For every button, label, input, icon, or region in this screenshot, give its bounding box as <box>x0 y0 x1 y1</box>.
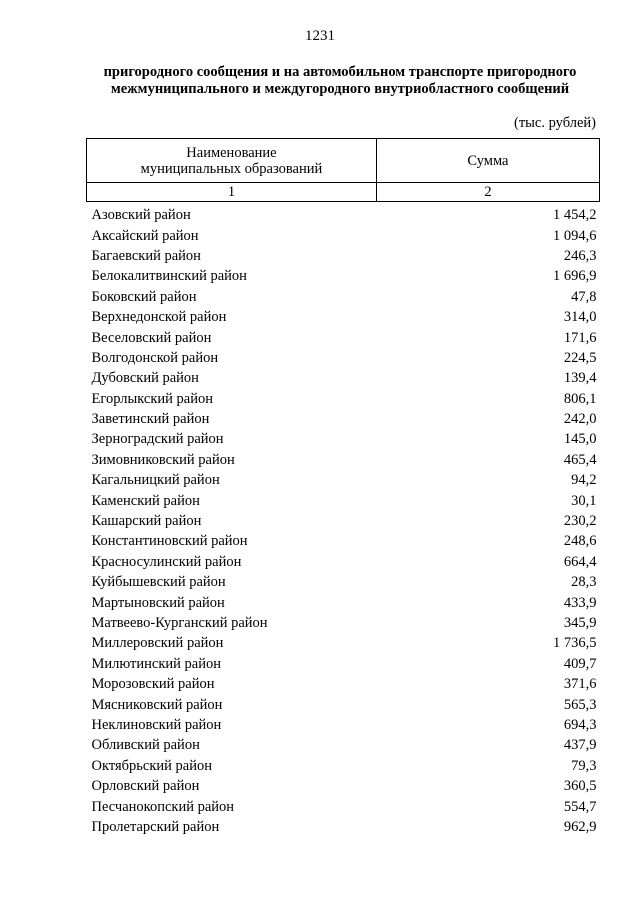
table-row <box>87 450 600 470</box>
amount-value: 47,8 <box>571 288 597 305</box>
amount-value: 554,7 <box>563 798 597 815</box>
table-row <box>87 348 600 368</box>
amount-value: 30,1 <box>571 492 597 509</box>
amount-value: 314,0 <box>563 309 597 326</box>
amount-value: 694,3 <box>563 716 597 733</box>
amount-value: 246,3 <box>563 247 597 264</box>
amount-value: 433,9 <box>563 594 597 611</box>
table-row <box>87 225 600 245</box>
column-header-name <box>87 139 377 183</box>
municipality-name: Боковский район <box>91 288 197 305</box>
table-row <box>87 307 600 327</box>
municipality-name: Морозовский район <box>91 676 215 693</box>
municipality-name: Обливский район <box>91 737 200 754</box>
amount-value: 806,1 <box>563 390 597 407</box>
table-row <box>87 572 600 592</box>
municipality-name: Багаевский район <box>91 247 201 264</box>
municipality-name: Куйбышевский район <box>91 574 226 591</box>
table-row <box>87 654 600 674</box>
municipality-name: Константиновский район <box>91 533 248 550</box>
table-row <box>87 633 600 653</box>
municipality-name: Белокалитвинский район <box>91 268 247 285</box>
amount-value: 465,4 <box>563 451 597 468</box>
table-row <box>87 409 600 429</box>
table-row <box>87 817 600 837</box>
amount-value: 409,7 <box>563 655 597 672</box>
units-label: (тыс. рублей) <box>514 115 596 131</box>
amount-value: 242,0 <box>563 411 597 428</box>
table-row <box>87 389 600 409</box>
amount-value: 224,5 <box>563 349 597 366</box>
table-row <box>87 796 600 816</box>
amount-value: 171,6 <box>563 329 597 346</box>
column-number-2: 2 <box>376 183 599 202</box>
municipality-name: Мартыновский район <box>91 594 225 611</box>
municipality-name: Веселовский район <box>91 329 212 346</box>
column-header-name-text: Наименование муниципальных образований <box>140 144 323 177</box>
municipality-name: Каменский район <box>91 492 200 509</box>
table-row <box>87 327 600 347</box>
amount-value: 248,6 <box>563 533 597 550</box>
table-row <box>87 287 600 307</box>
municipality-name: Волгодонской район <box>91 349 219 366</box>
municipality-name: Миллеровский район <box>91 635 224 652</box>
table-row <box>87 429 600 449</box>
table-row <box>87 613 600 633</box>
table-row <box>87 715 600 735</box>
amount-value: 1 736,5 <box>553 635 597 652</box>
table-row <box>87 368 600 388</box>
table-row <box>87 552 600 572</box>
municipality-name: Егорлыкский район <box>91 390 213 407</box>
column-number-1: 1 <box>87 183 377 202</box>
amount-value: 360,5 <box>563 778 597 795</box>
municipality-name: Пролетарский район <box>91 818 220 835</box>
amount-value: 1 696,9 <box>553 268 597 285</box>
table-body <box>87 202 600 838</box>
amount-value: 230,2 <box>563 513 597 530</box>
amount-value: 79,3 <box>571 757 597 774</box>
heading-line-2: межмуниципального и междугородного внутриобластного сообщений <box>110 81 570 97</box>
amount-value: 437,9 <box>563 737 597 754</box>
amount-value: 94,2 <box>571 472 597 489</box>
column-number-row <box>87 183 600 202</box>
amount-value: 962,9 <box>563 818 597 835</box>
table-row <box>87 592 600 612</box>
page-number: 1231 <box>305 28 335 44</box>
table-row <box>87 266 600 286</box>
amount-value: 1 094,6 <box>553 227 597 244</box>
document-heading <box>40 64 640 98</box>
municipality-name: Верхнедонской район <box>91 309 227 326</box>
amount-value: 565,3 <box>563 696 597 713</box>
municipality-name: Мясниковский район <box>91 696 223 713</box>
municipality-name: Неклиновский район <box>91 716 222 733</box>
municipality-name: Зерноградский район <box>91 431 224 448</box>
table-row <box>87 246 600 266</box>
table-row <box>87 531 600 551</box>
table-row <box>87 470 600 490</box>
column-header-sum: Сумма <box>376 139 599 183</box>
header-row <box>87 139 600 183</box>
municipality-name: Октябрьский район <box>91 757 212 774</box>
municipality-name: Аксайский район <box>91 227 199 244</box>
budget-table <box>86 138 600 837</box>
municipality-name: Матвеево-Курганский район <box>91 615 268 631</box>
amount-value: 1 454,2 <box>553 207 597 224</box>
amount-value: 28,3 <box>571 574 597 591</box>
municipality-name: Кагальницкий район <box>91 472 220 489</box>
table-row <box>87 756 600 776</box>
amount-value: 371,6 <box>563 676 597 693</box>
table-row <box>87 202 600 226</box>
municipality-name: Дубовский район <box>91 370 199 387</box>
table-row <box>87 776 600 796</box>
table-row <box>87 490 600 510</box>
municipality-name: Песчанокопский район <box>91 798 235 815</box>
amount-value: 664,4 <box>563 553 597 570</box>
amount-value: 345,9 <box>563 615 597 631</box>
municipality-name: Красносулинский район <box>91 553 242 570</box>
heading-line-1: пригородного сообщения и на автомобильном транспорте пригородного <box>103 64 577 80</box>
table-row <box>87 735 600 755</box>
municipality-name: Заветинский район <box>91 411 210 428</box>
municipality-name: Азовский район <box>91 207 191 224</box>
table-row <box>87 511 600 531</box>
amount-value: 139,4 <box>563 370 597 387</box>
municipality-name: Кашарский район <box>91 513 202 530</box>
municipality-name: Орловский район <box>91 778 200 795</box>
municipality-name: Милютинский район <box>91 655 221 672</box>
table-row <box>87 694 600 714</box>
table-row <box>87 674 600 694</box>
table-header <box>87 139 600 202</box>
municipality-name: Зимовниковский район <box>91 451 235 468</box>
amount-value: 145,0 <box>563 431 597 448</box>
